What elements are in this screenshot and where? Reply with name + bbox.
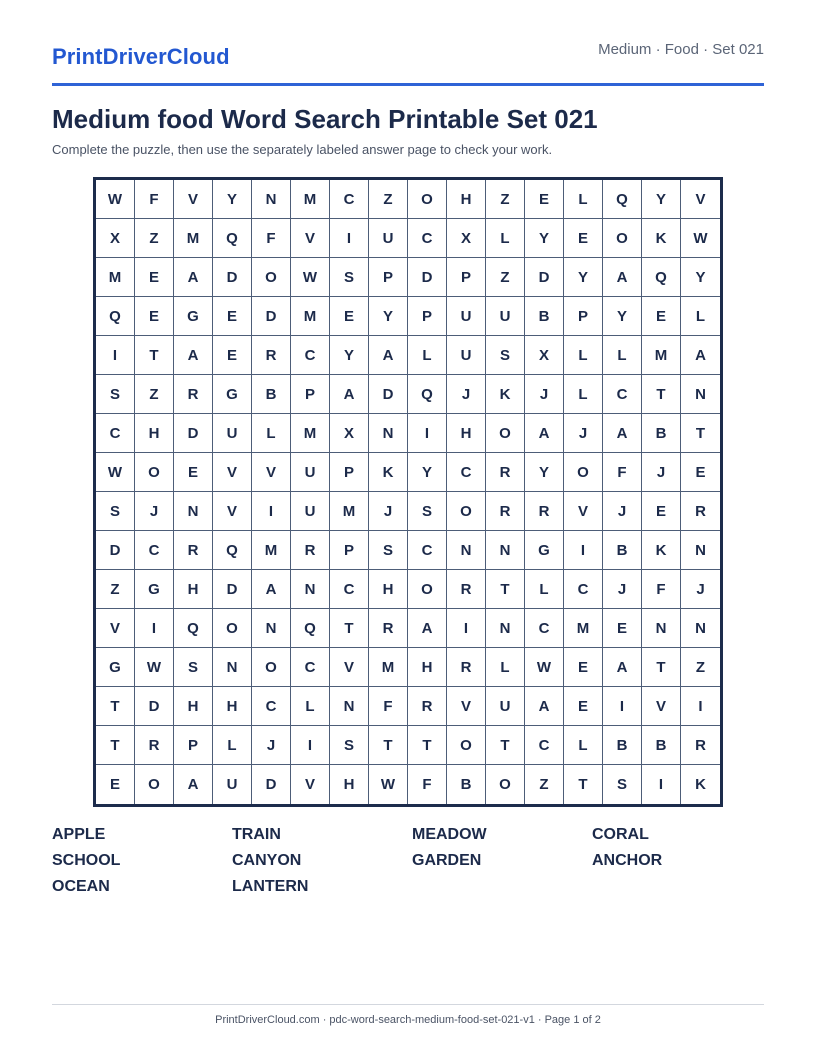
grid-cell: I <box>252 492 291 531</box>
grid-cell: L <box>486 219 525 258</box>
grid-cell: L <box>408 336 447 375</box>
grid-cell: J <box>525 375 564 414</box>
grid-cell: V <box>330 648 369 687</box>
grid-cell: E <box>642 492 681 531</box>
grid-cell: V <box>681 180 720 219</box>
grid-cell: G <box>174 297 213 336</box>
grid-cell: S <box>96 492 135 531</box>
grid-cell: N <box>447 531 486 570</box>
grid-cell: H <box>174 687 213 726</box>
word-list-item: LANTERN <box>232 878 309 895</box>
grid-cell: M <box>252 531 291 570</box>
grid-cell: X <box>447 219 486 258</box>
word-list-item: OCEAN <box>52 878 110 895</box>
grid-cell: T <box>408 726 447 765</box>
grid-cell: T <box>135 336 174 375</box>
grid-cell: I <box>291 726 330 765</box>
grid-cell: B <box>252 375 291 414</box>
grid-cell: P <box>330 453 369 492</box>
grid-cell: J <box>135 492 174 531</box>
grid-cell: Y <box>681 258 720 297</box>
grid-cell: A <box>603 258 642 297</box>
grid-cell: E <box>564 648 603 687</box>
grid-cell: E <box>603 609 642 648</box>
grid-cell: D <box>135 687 174 726</box>
grid-cell: S <box>96 375 135 414</box>
grid-cell: M <box>96 258 135 297</box>
grid-cell: C <box>135 531 174 570</box>
grid-cell: C <box>330 570 369 609</box>
grid-cell: E <box>213 336 252 375</box>
grid-cell: D <box>408 258 447 297</box>
grid-cell: Y <box>408 453 447 492</box>
grid-cell: H <box>330 765 369 804</box>
word-list-item: CANYON <box>232 852 302 869</box>
grid-cell: F <box>408 765 447 804</box>
grid-cell: F <box>135 180 174 219</box>
grid-cell: W <box>96 453 135 492</box>
grid-cell: B <box>525 297 564 336</box>
grid-cell: E <box>174 453 213 492</box>
grid-cell: Y <box>525 453 564 492</box>
grid-cell: J <box>603 570 642 609</box>
grid-cell: E <box>681 453 720 492</box>
grid-cell: L <box>681 297 720 336</box>
grid-cell: S <box>174 648 213 687</box>
grid-cell: M <box>291 414 330 453</box>
grid-cell: A <box>603 648 642 687</box>
grid-cell: Q <box>603 180 642 219</box>
grid-cell: P <box>174 726 213 765</box>
grid-cell: Z <box>486 180 525 219</box>
grid-cell: A <box>174 258 213 297</box>
grid-cell: G <box>213 375 252 414</box>
grid-cell: C <box>330 180 369 219</box>
grid-cell: T <box>642 648 681 687</box>
grid-cell: O <box>408 570 447 609</box>
grid-cell: M <box>291 180 330 219</box>
grid-cell: B <box>447 765 486 804</box>
grid-cell: D <box>174 414 213 453</box>
grid-cell: C <box>408 531 447 570</box>
puzzle-meta: Medium · Food · Set 021 <box>598 41 764 58</box>
grid-cell: Y <box>213 180 252 219</box>
grid-cell: B <box>642 414 681 453</box>
grid-cell: F <box>642 570 681 609</box>
grid-cell: A <box>525 414 564 453</box>
grid-cell: H <box>369 570 408 609</box>
grid-cell: R <box>174 531 213 570</box>
grid-cell: I <box>447 609 486 648</box>
grid-cell: O <box>213 609 252 648</box>
grid-cell: W <box>681 219 720 258</box>
grid-cell: X <box>330 414 369 453</box>
grid-cell: I <box>408 414 447 453</box>
grid-cell: O <box>486 414 525 453</box>
grid-cell: E <box>135 297 174 336</box>
grid-cell: J <box>369 492 408 531</box>
grid-cell: Y <box>564 258 603 297</box>
grid-cell: O <box>252 258 291 297</box>
grid-cell: T <box>642 375 681 414</box>
grid-cell: A <box>681 336 720 375</box>
grid-cell: N <box>369 414 408 453</box>
grid-cell: R <box>447 570 486 609</box>
page-footer: PrintDriverCloud.com · pdc-word-search-medium-food-set-021-v1 · Page 1 of 2 <box>215 1014 601 1026</box>
grid-cell: N <box>486 609 525 648</box>
grid-cell: Z <box>525 765 564 804</box>
grid-cell: A <box>174 765 213 804</box>
grid-cell: R <box>408 687 447 726</box>
grid-cell: F <box>603 453 642 492</box>
grid-cell: R <box>486 492 525 531</box>
grid-cell: L <box>564 726 603 765</box>
grid-cell: G <box>525 531 564 570</box>
grid-cell: S <box>486 336 525 375</box>
grid-cell: A <box>603 414 642 453</box>
grid-cell: S <box>603 765 642 804</box>
grid-cell: Z <box>486 258 525 297</box>
grid-cell: J <box>564 414 603 453</box>
grid-cell: I <box>96 336 135 375</box>
grid-cell: C <box>525 609 564 648</box>
grid-cell: V <box>96 609 135 648</box>
grid-cell: E <box>564 687 603 726</box>
grid-cell: O <box>252 648 291 687</box>
grid-cell: A <box>408 609 447 648</box>
grid-cell: R <box>252 336 291 375</box>
grid-cell: T <box>564 765 603 804</box>
grid-cell: W <box>369 765 408 804</box>
grid-cell: Y <box>330 336 369 375</box>
grid-cell: D <box>369 375 408 414</box>
grid-cell: Y <box>642 180 681 219</box>
grid-cell: M <box>369 648 408 687</box>
grid-cell: X <box>96 219 135 258</box>
grid-cell: B <box>642 726 681 765</box>
grid-cell: M <box>174 219 213 258</box>
grid-cell: O <box>486 765 525 804</box>
grid-cell: U <box>291 453 330 492</box>
grid-cell: H <box>174 570 213 609</box>
grid-cell: P <box>330 531 369 570</box>
grid-cell: V <box>291 219 330 258</box>
grid-cell: D <box>252 297 291 336</box>
grid-cell: I <box>681 687 720 726</box>
grid-cell: D <box>525 258 564 297</box>
grid-cell: J <box>603 492 642 531</box>
grid-cell: Y <box>525 219 564 258</box>
grid-cell: N <box>642 609 681 648</box>
grid-cell: G <box>96 648 135 687</box>
grid-cell: N <box>213 648 252 687</box>
grid-cell: I <box>603 687 642 726</box>
grid-cell: N <box>681 609 720 648</box>
grid-cell: K <box>642 219 681 258</box>
grid-cell: U <box>213 414 252 453</box>
grid-cell: E <box>642 297 681 336</box>
grid-cell: P <box>369 258 408 297</box>
grid-cell: V <box>564 492 603 531</box>
grid-cell: T <box>96 687 135 726</box>
grid-cell: V <box>447 687 486 726</box>
grid-cell: U <box>369 219 408 258</box>
grid-cell: E <box>213 297 252 336</box>
grid-cell: C <box>96 414 135 453</box>
grid-cell: C <box>447 453 486 492</box>
grid-cell: B <box>603 726 642 765</box>
grid-cell: F <box>369 687 408 726</box>
grid-cell: O <box>447 726 486 765</box>
grid-cell: S <box>330 258 369 297</box>
grid-cell: L <box>486 648 525 687</box>
grid-cell: U <box>486 687 525 726</box>
grid-cell: E <box>135 258 174 297</box>
grid-cell: I <box>330 219 369 258</box>
grid-cell: Q <box>96 297 135 336</box>
grid-cell: P <box>291 375 330 414</box>
grid-cell: H <box>408 648 447 687</box>
grid-cell: Q <box>408 375 447 414</box>
grid-cell: Q <box>642 258 681 297</box>
grid-cell: O <box>135 765 174 804</box>
grid-cell: L <box>564 180 603 219</box>
grid-cell: S <box>330 726 369 765</box>
grid-cell: O <box>564 453 603 492</box>
grid-cell: D <box>252 765 291 804</box>
grid-cell: Z <box>681 648 720 687</box>
grid-cell: N <box>330 687 369 726</box>
grid-cell: X <box>525 336 564 375</box>
grid-cell: V <box>252 453 291 492</box>
grid-cell: R <box>486 453 525 492</box>
footer-divider <box>52 1004 764 1005</box>
grid-cell: K <box>369 453 408 492</box>
grid-cell: V <box>213 492 252 531</box>
grid-cell: P <box>408 297 447 336</box>
grid-cell: L <box>525 570 564 609</box>
grid-cell: N <box>252 180 291 219</box>
grid-cell: C <box>603 375 642 414</box>
grid-cell: T <box>486 570 525 609</box>
grid-cell: L <box>291 687 330 726</box>
grid-cell: C <box>291 648 330 687</box>
grid-cell: R <box>369 609 408 648</box>
grid-cell: O <box>603 219 642 258</box>
grid-cell: L <box>564 336 603 375</box>
word-list-item: APPLE <box>52 826 106 843</box>
grid-cell: Z <box>135 375 174 414</box>
grid-cell: R <box>174 375 213 414</box>
word-list <box>52 825 772 903</box>
grid-cell: S <box>408 492 447 531</box>
grid-cell: F <box>252 219 291 258</box>
grid-cell: U <box>447 297 486 336</box>
page-header <box>52 0 764 86</box>
grid-cell: T <box>369 726 408 765</box>
grid-cell: C <box>291 336 330 375</box>
grid-cell: P <box>447 258 486 297</box>
grid-cell: L <box>564 375 603 414</box>
grid-cell: W <box>135 648 174 687</box>
grid-cell: I <box>564 531 603 570</box>
grid-cell: C <box>408 219 447 258</box>
grid-cell: A <box>330 375 369 414</box>
grid-cell: M <box>291 297 330 336</box>
grid-cell: I <box>642 765 681 804</box>
grid-cell: N <box>252 609 291 648</box>
grid-cell: W <box>291 258 330 297</box>
grid-cell: O <box>408 180 447 219</box>
word-list-item: ANCHOR <box>592 852 663 869</box>
grid-cell: W <box>96 180 135 219</box>
grid-cell: R <box>681 492 720 531</box>
grid-cell: H <box>447 180 486 219</box>
grid-cell: Z <box>135 219 174 258</box>
grid-cell: J <box>252 726 291 765</box>
grid-cell: B <box>603 531 642 570</box>
grid-cell: C <box>564 570 603 609</box>
grid-cell: T <box>681 414 720 453</box>
grid-cell: G <box>135 570 174 609</box>
grid-cell: Q <box>291 609 330 648</box>
grid-cell: H <box>213 687 252 726</box>
grid-cell: C <box>252 687 291 726</box>
grid-cell: O <box>135 453 174 492</box>
grid-cell: A <box>174 336 213 375</box>
grid-cell: N <box>486 531 525 570</box>
page-title: Medium food Word Search Printable Set 021 <box>52 104 598 134</box>
grid-cell: V <box>291 765 330 804</box>
grid-cell: N <box>681 531 720 570</box>
word-list-item: MEADOW <box>412 826 487 843</box>
brand-logo-text[interactable]: PrintDriverCloud <box>52 44 230 69</box>
grid-cell: D <box>213 258 252 297</box>
grid-cell: A <box>525 687 564 726</box>
grid-cell: N <box>291 570 330 609</box>
grid-cell: E <box>525 180 564 219</box>
word-list-item: GARDEN <box>412 852 482 869</box>
grid-cell: M <box>330 492 369 531</box>
grid-cell: L <box>213 726 252 765</box>
grid-cell: K <box>695 776 706 793</box>
grid-cell: Q <box>213 531 252 570</box>
grid-cell: U <box>213 765 252 804</box>
grid-cell: Q <box>213 219 252 258</box>
grid-cell: Y <box>369 297 408 336</box>
grid-cell: Z <box>96 570 135 609</box>
grid-cell: T <box>486 726 525 765</box>
grid-cell: Y <box>603 297 642 336</box>
grid-cell: L <box>252 414 291 453</box>
grid-cell: D <box>96 531 135 570</box>
grid-cell: D <box>213 570 252 609</box>
grid-cell: R <box>291 531 330 570</box>
grid-cell: H <box>135 414 174 453</box>
grid-cell: R <box>525 492 564 531</box>
grid-cell: V <box>213 453 252 492</box>
grid-cell: U <box>486 297 525 336</box>
grid-cell: J <box>642 453 681 492</box>
grid-cell: R <box>447 648 486 687</box>
grid-cell: K <box>642 531 681 570</box>
grid-cell: I <box>135 609 174 648</box>
grid-cell: N <box>681 375 720 414</box>
grid-cell: U <box>447 336 486 375</box>
grid-cell: P <box>564 297 603 336</box>
grid-cell: W <box>525 648 564 687</box>
word-list-item: TRAIN <box>232 826 281 843</box>
grid-cell: E <box>564 219 603 258</box>
grid-cell: C <box>525 726 564 765</box>
grid-cell: R <box>681 726 720 765</box>
grid-cell: V <box>642 687 681 726</box>
grid-cell: U <box>291 492 330 531</box>
word-search-grid <box>93 177 723 807</box>
grid-cell: Q <box>174 609 213 648</box>
grid-cell: K <box>486 375 525 414</box>
page-subtitle: Complete the puzzle, then use the separately labeled answer page to check your work. <box>52 142 553 157</box>
grid-cell: O <box>447 492 486 531</box>
grid-cell: R <box>135 726 174 765</box>
grid-cell: H <box>447 414 486 453</box>
grid-cell: J <box>681 570 720 609</box>
grid-cell: E <box>330 297 369 336</box>
grid-cell: S <box>369 531 408 570</box>
grid-cell: Z <box>369 180 408 219</box>
grid-cell: L <box>603 336 642 375</box>
grid-cell: A <box>369 336 408 375</box>
word-list-item: SCHOOL <box>52 852 121 869</box>
grid-cell: E <box>96 765 135 804</box>
word-list-item: CORAL <box>592 826 649 843</box>
grid-cell: T <box>330 609 369 648</box>
grid-cell: N <box>174 492 213 531</box>
grid-cell: M <box>564 609 603 648</box>
grid-cell: A <box>252 570 291 609</box>
grid-cell: J <box>447 375 486 414</box>
grid-cell: V <box>174 180 213 219</box>
grid-cell: T <box>96 726 135 765</box>
grid-cell: M <box>642 336 681 375</box>
